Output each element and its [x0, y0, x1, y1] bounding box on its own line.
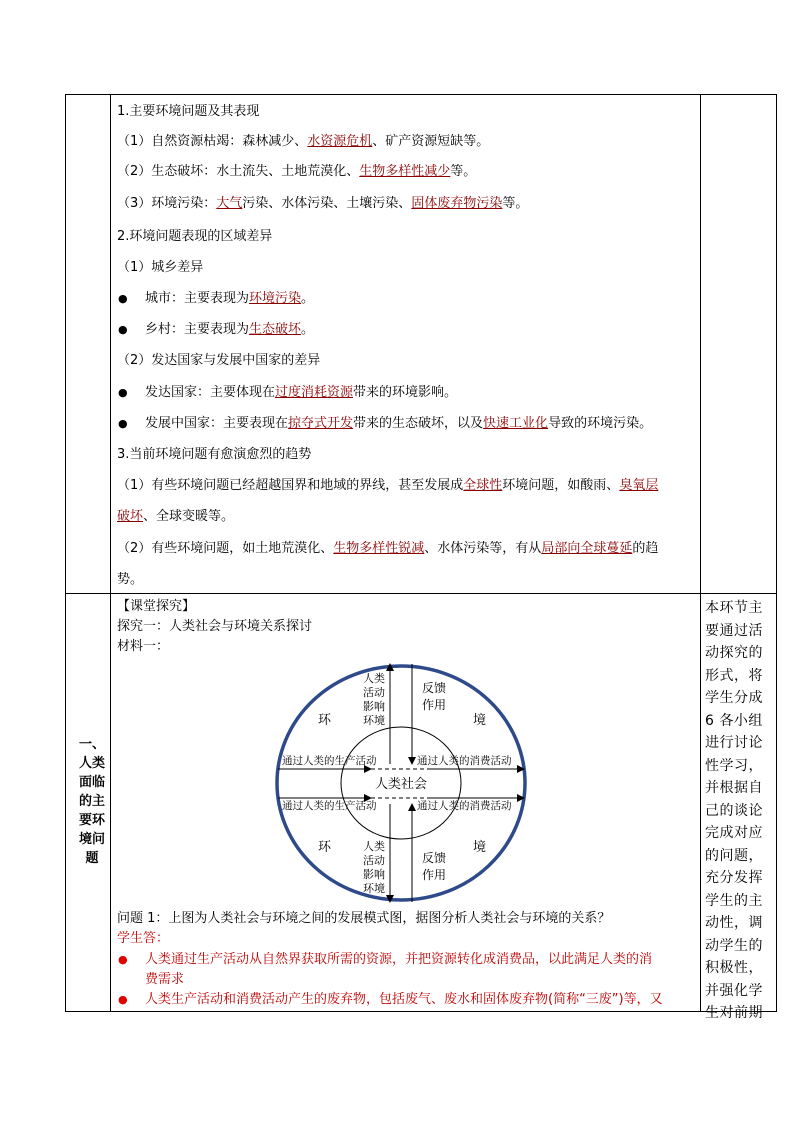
heading-1: 1.主要环境问题及其表现 — [117, 104, 260, 119]
svg-text:环境: 环境 — [363, 714, 385, 727]
sub-countries: （2）发达国家与发展中国家的差异 — [117, 353, 321, 368]
society-environment-diagram — [270, 656, 532, 908]
question-1: 问题 1：上图为人类社会与环境之间的发展模式图，据图分析人类社会与环境的关系？ — [117, 911, 611, 926]
svg-text:人类: 人类 — [363, 672, 385, 685]
item-pollution: （3）环境污染：大气污染、水体污染、土壤污染、固体废弃物污染等。 — [117, 196, 529, 211]
label-env-br: 境 — [473, 840, 487, 855]
label-env-tl: 环 — [318, 713, 332, 728]
student-answer-label: 学生答： — [117, 931, 170, 946]
trend-1-line-2: 破坏、全球变暖等。 — [117, 509, 235, 524]
svg-text:作用: 作用 — [422, 698, 447, 712]
column-divider-right — [700, 95, 701, 1011]
trend-2-line-2: 势。 — [117, 572, 144, 587]
label-env-tr: 境 — [473, 713, 487, 728]
label-consumption-top: 通过人类的消费活动 — [417, 755, 512, 767]
row-divider — [66, 593, 776, 594]
heading-3: 3.当前环境问题有愈演愈烈的趋势 — [117, 447, 312, 462]
trend-2-line-1: （2）有些环境问题，如土地荒漠化、生物多样性锐减、水体污染等，有从局部向全球蔓延的趋 — [117, 541, 659, 556]
svg-text:反馈: 反馈 — [422, 681, 447, 695]
svg-text:作用: 作用 — [422, 868, 447, 882]
bullet-city: 城市：主要表现为环境污染。 — [145, 291, 315, 306]
answer-1-line-2: 费需求 — [145, 972, 185, 987]
label-production-bottom: 通过人类的生产活动 — [282, 800, 377, 812]
label-feedback-top — [422, 680, 446, 712]
bullet-icon: ● — [118, 386, 128, 399]
bullet-icon: ● — [118, 292, 128, 305]
label-production-top: 通过人类的生产活动 — [282, 755, 377, 767]
inquiry-title: 【课堂探究】 — [117, 599, 196, 614]
item-ecological-damage: （2）生态破坏：水土流失、土地荒漠化、生物多样性减少等。 — [117, 164, 477, 179]
trend-1-line-1: （1）有些环境问题已经超越国界和地域的界线，甚至发展成全球性环境问题，如酸雨、臭氧层 — [117, 478, 659, 493]
bullet-icon: ● — [118, 417, 128, 430]
answer-1-line-1: 人类通过生产活动从自然界获取所需的资源，并把资源转化成消费品，以此满足人类的消 — [145, 952, 653, 967]
svg-text:活动: 活动 — [363, 686, 385, 699]
label-env-bl: 环 — [318, 840, 332, 855]
sub-urban-rural: （1）城乡差异 — [117, 260, 204, 275]
label-feedback-bottom — [422, 850, 446, 882]
bullet-developed: 发达国家：主要体现在过度消耗资源带来的环境影响。 — [145, 385, 458, 400]
svg-text:环境: 环境 — [363, 882, 385, 895]
section-label: 一、 人类 面临 的主 要环 境问 题 — [78, 737, 105, 866]
svg-text:人类: 人类 — [363, 840, 385, 853]
inquiry-topic: 探究一：人类社会与环境关系探讨 — [117, 619, 313, 634]
teaching-note: 本环节主 要通过活 动探究的 形式，将 学生分成 6 各小组 进行讨论 性学习， 并根据自 己的谈论 完成对应 的问题， 充分发挥 学生的主 动性，调 动学生的 积极性， 并强化学 生对前期 — [705, 600, 763, 1021]
label-consumption-bottom: 通过人类的消费活动 — [417, 800, 512, 812]
bullet-icon: ● — [118, 323, 128, 336]
bullet-icon: ● — [118, 993, 128, 1006]
bullet-village: 乡村：主要表现为生态破坏。 — [145, 322, 315, 337]
item-resource-depletion: （1）自然资源枯竭：森林减少、水资源危机、矿产资源短缺等。 — [117, 134, 490, 149]
label-impact-top — [363, 671, 385, 727]
bullet-icon: ● — [118, 953, 128, 966]
bullet-developing: 发展中国家：主要表现在掠夺式开发带来的生态破坏，以及快速工业化导致的环境污染。 — [145, 416, 653, 431]
column-divider-left — [110, 95, 111, 1011]
heading-2: 2.环境问题表现的区域差异 — [117, 229, 273, 244]
svg-text:影响: 影响 — [363, 868, 385, 881]
svg-text:影响: 影响 — [363, 700, 385, 713]
material-label: 材料一： — [117, 639, 170, 654]
svg-text:反馈: 反馈 — [422, 851, 447, 865]
label-human-society: 人类社会 — [374, 777, 428, 792]
svg-text:活动: 活动 — [363, 854, 385, 867]
label-impact-bottom — [363, 839, 385, 895]
answer-2-line-1: 人类生产活动和消费活动产生的废弃物，包括废气、废水和固体废弃物(简称“三废”)等，又 — [145, 992, 663, 1007]
